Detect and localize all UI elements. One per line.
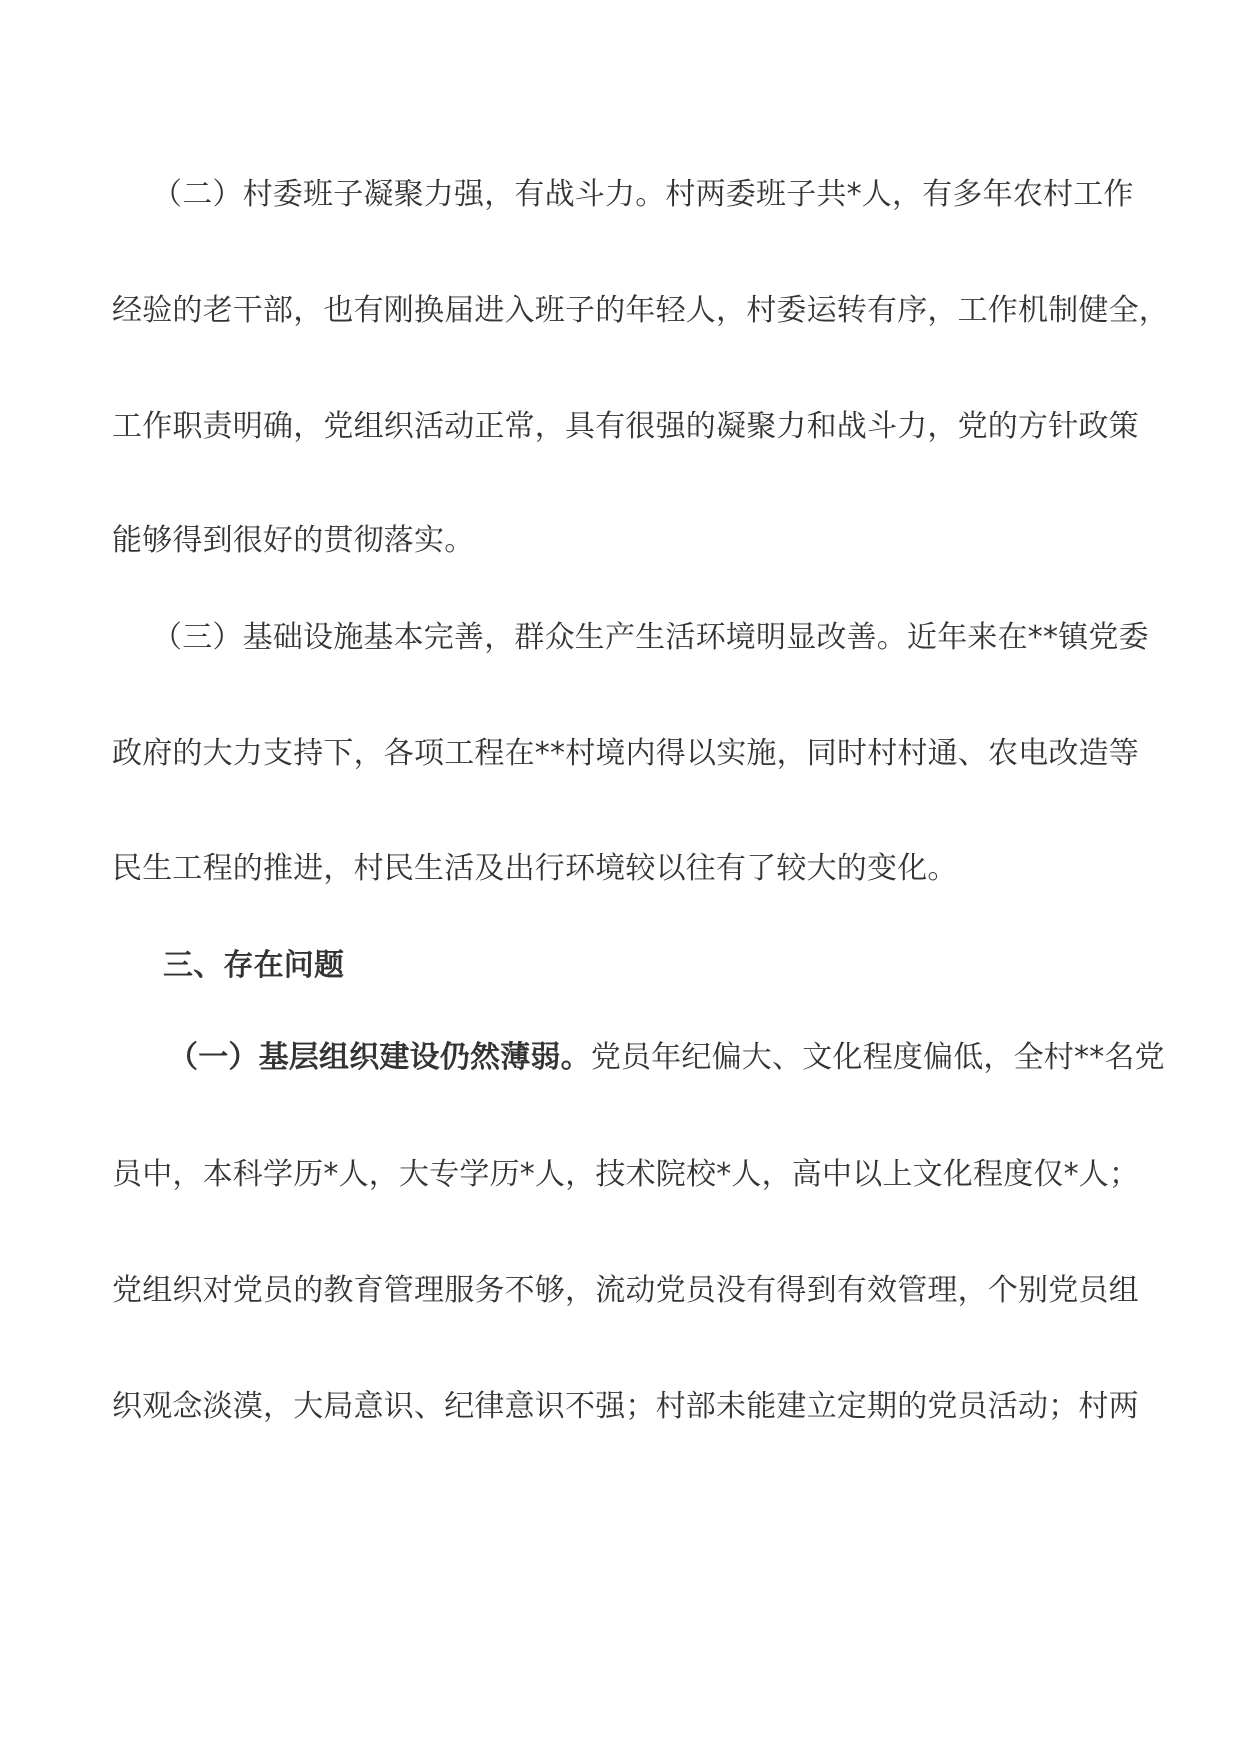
paragraph-3-line-3: 民生工程的推进，村民生活及出行环境较以往有了较大的变化。	[112, 851, 958, 886]
paragraph-2-line-4: 能够得到很好的贯彻落实。	[112, 523, 475, 558]
paragraph-2-line-1: （二）村委班子凝聚力强，有战斗力。村两委班子共*人，有多年农村工作	[152, 177, 1134, 212]
section-heading: 三、存在问题	[163, 948, 345, 983]
paragraph-4-lead: （一）基层组织建设仍然薄弱。	[168, 1040, 591, 1075]
paragraph-2-line-3: 工作职责明确，党组织活动正常，具有很强的凝聚力和战斗力，党的方针政策	[112, 409, 1139, 444]
paragraph-4-line-3: 党组织对党员的教育管理服务不够，流动党员没有得到有效管理，个别党员组	[112, 1273, 1139, 1308]
paragraph-4-line-2: 员中，本科学历*人，大专学历*人，技术院校*人，高中以上文化程度仅*人；	[112, 1157, 1140, 1192]
paragraph-4-line-1	[168, 1038, 1165, 1078]
paragraph-4-line-1-rest: 党员年纪偏大、文化程度偏低，全村**名党	[590, 1040, 1165, 1075]
paragraph-3-line-2: 政府的大力支持下，各项工程在**村境内得以实施，同时村村通、农电改造等	[112, 736, 1139, 771]
paragraph-4-line-4: 织观念淡漠，大局意识、纪律意识不强；村部未能建立定期的党员活动；村两	[112, 1389, 1139, 1424]
paragraph-3-line-1: （三）基础设施基本完善，群众生产生活环境明显改善。近年来在**镇党委	[152, 620, 1149, 655]
paragraph-2-line-2: 经验的老干部，也有刚换届进入班子的年轻人，村委运转有序，工作机制健全，	[112, 293, 1169, 328]
